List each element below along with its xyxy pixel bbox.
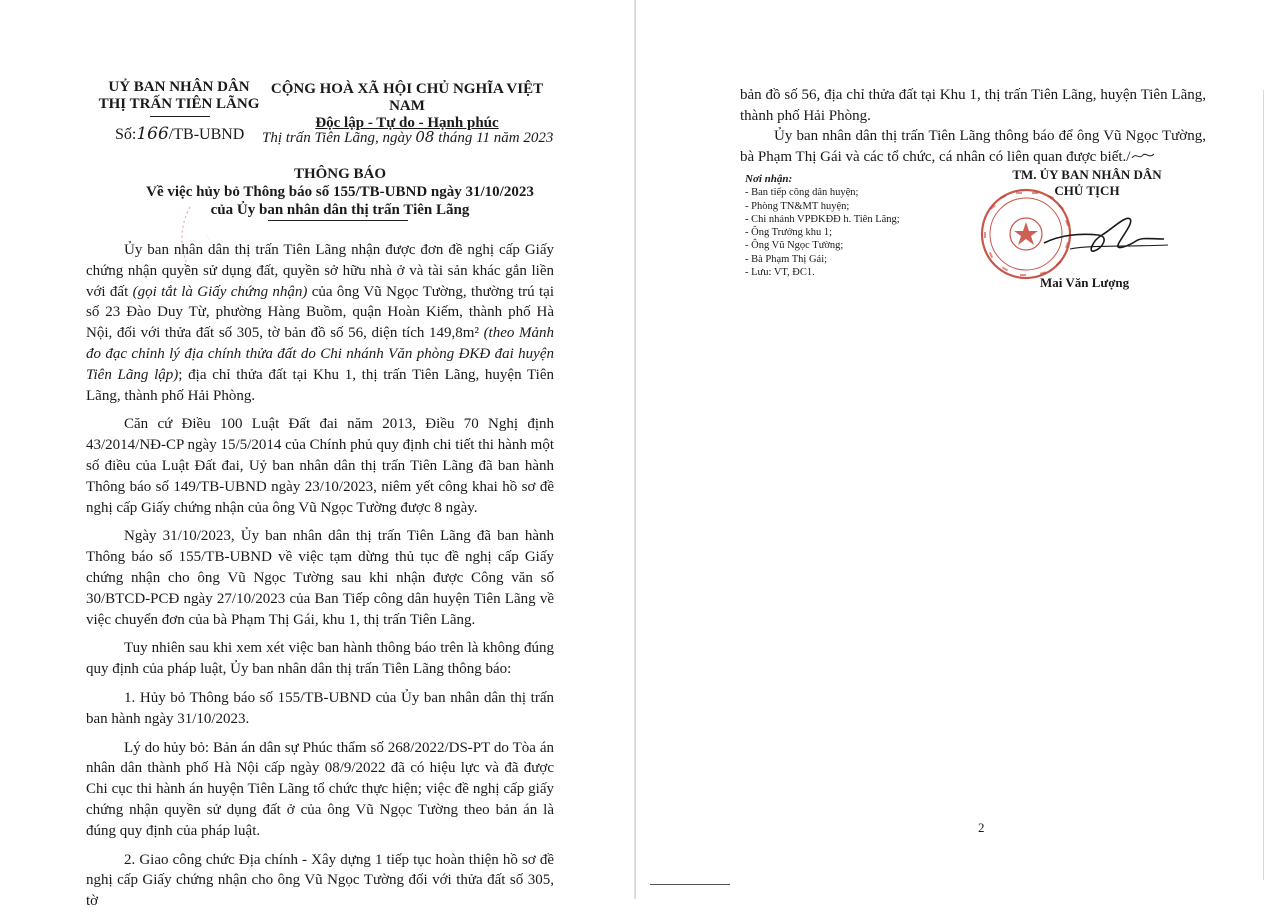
subtitle-line-1: Về việc hủy bỏ Thông báo số 155/TB-UBND ngày 31/10/2023 [146,184,534,200]
notice-body [86,240,554,920]
scan-artifact-line [650,884,730,886]
p1-text-e: ; địa chỉ thửa đất tại Khu 1, thị trấn Tiên Lãng, huyện Tiên Lãng, thành phố Hải Phòng. [86,366,554,404]
recipient-item: - Phòng TN&MT huyện; [745,200,850,212]
recipients-label: Nơi nhận: [745,173,793,185]
doc-number-prefix: Số: [115,126,137,143]
closing-paragraph [740,126,1206,167]
authority-line-2: THỊ TRẤN TIÊN LÃNG [98,96,260,112]
closing-text: Ủy ban nhân dân thị trấn Tiên Lãng thông báo để ông Vũ Ngọc Tường, bà Phạm Thị Gái và các tổ chức, cá nhân có liên quan được biết./ [740,128,1206,165]
doc-number-suffix: /TB-UBND [168,126,245,143]
subtitle-line-2: của Ủy ban nhân dân thị trấn Tiên Lãng [210,202,470,218]
recipient-item: - Ông Trưởng khu 1; [745,227,833,239]
recipient-item: - Lưu: VT, ĐC1. [745,267,815,279]
signer-title-line-2: CHỦ TỊCH [1054,183,1120,198]
paragraph-item-2: 2. Giao công chức Địa chính - Xây dựng 1 tiếp tục hoàn thiện hồ sơ đề nghị cấp Giấy chứng nhận cho ông Vũ Ngọc Tường đối với thửa đất số 305, tờ [86,851,554,910]
p1-text-b: (gọi tắt là Giấy chứng nhận) [132,283,308,300]
issuing-authority [96,79,262,113]
authority-underline [150,116,210,117]
handwritten-signature [1040,205,1170,265]
paragraph-item-1: 1. Hủy bỏ Thông báo số 155/TB-UBND của Ủy ban nhân dân thị trấn ban hành ngày 31/10/2023. [86,689,554,727]
initials-mark [1130,151,1156,161]
recipients-block [745,173,900,279]
authority-line-1: UỶ BAN NHÂN DÂN [108,79,250,95]
recipient-item: - Bà Phạm Thị Gái; [745,253,828,265]
page-number: 2 [978,820,985,835]
recipient-item: - Ông Vũ Ngọc Tường; [745,240,844,252]
place-date-prefix: Thị trấn Tiên Lãng, ngày [262,130,412,146]
continued-paragraph: bản đồ số 56, địa chỉ thửa đất tại Khu 1, thị trấn Tiên Lãng, huyện Tiên Lãng, thành phố Hải Phòng. [740,87,1206,124]
p1-text-d: (theo Mảnh đo đạc chỉnh lý địa chính thửa đất do Chi nhánh Văn phòng ĐKĐ đai huyện Tiên Lãng lập) [86,325,554,383]
signer-name: Mai Văn Lượng [1040,275,1130,290]
date-day-handwritten: 08 [415,128,435,146]
subtitle-underline [268,220,408,221]
paragraph-suspension: Ngày 31/10/2023, Ủy ban nhân dân thị trấn Tiên Lãng đã ban hành Thông báo số 155/TB-UBND về việc tạm dừng thủ tục đề nghị cấp Giấy chứng nhận cho ông Vũ Ngọc Tường sau khi nhận được Công văn số 30/BTCD-PCĐ ngày 27/10/2023 của Ban Tiếp công dân huyện Tiên Lãng về việc chuyển đơn của bà Phạm Thị Gái, khu 1, thị trấn Tiên Lãng. [86,528,554,628]
recipient-item: - Ban tiếp công dân huyện; [745,187,859,199]
doc-number-handwritten: 166 [136,124,169,144]
place-date-suffix: tháng 11 năm 2023 [438,130,554,146]
signer-title-line-1: TM. ỦY BAN NHÂN DÂN [1012,167,1162,182]
scan-edge [1263,90,1264,880]
p1-text-c: của ông Vũ Ngọc Tường, thường trú tại số 23 Đào Duy Từ, phường Hàng Buồm, quận Hoàn Kiếm, thành phố Hà Nội, đối với thửa đất số 305, tờ bản đồ số 56, diện tích 149,8m² [86,283,554,342]
p1-text-a: Ủy ban nhân dân thị trấn Tiên Lãng nhận được đơn đề nghị cấp Giấy chứng nhận quyền sử dụng đất, quyền sở hữu nhà ở và tài sản khác gắn liền với đất [86,242,554,300]
country-name: CỘNG HOÀ XÃ HỘI CHỦ NGHĨA VIỆT NAM [270,81,544,114]
continued-body [740,85,1206,167]
paragraph-reason: Lý do hủy bỏ: Bản án dân sự Phúc thẩm số 268/2022/DS-PT do Tòa án nhân dân thành phố Hà Nội cấp ngày 08/9/2022 đã có hiệu lực và đã được Chi cục thi hành án huyện Tiên Lãng tổ chức thực hiện; việc đề nghị cấp giấy chứng nhận quyền sử dụng đất ở của ông Vũ Ngọc Tường theo bản án là đúng quy định của pháp luật. [86,739,554,839]
paragraph-petition [86,240,554,406]
recipient-item: - Chi nhánh VPĐKĐĐ h. Tiên Lãng; [745,213,900,225]
paragraph-review: Tuy nhiên sau khi xem xét việc ban hành thông báo trên là không đúng quy định của pháp luật, Ủy ban nhân dân thị trấn Tiên Lãng thông báo: [86,640,554,678]
place-date [262,128,553,147]
document-number [115,124,244,144]
national-motto: Độc lập - Tự do - Hạnh phúc [315,115,499,131]
paragraph-legal-basis: Căn cứ Điều 100 Luật Đất đai năm 2013, Điều 70 Nghị định 43/2014/NĐ-CP ngày 15/5/2014 của Chính phủ quy định chi tiết thi hành một số điều của Luật Đất đai, Uỷ ban nhân dân thị trấn Tiên Lãng đã ban hành Thông báo số 149/TB-UBND ngày 23/10/2023, niêm yết công khai hồ sơ đề nghị cấp Giấy chứng nhận của ông Vũ Ngọc Tường được 8 ngày. [86,416,554,516]
left-page [0,0,636,910]
national-heading [262,81,552,132]
document-title: THÔNG BÁO [293,166,387,182]
